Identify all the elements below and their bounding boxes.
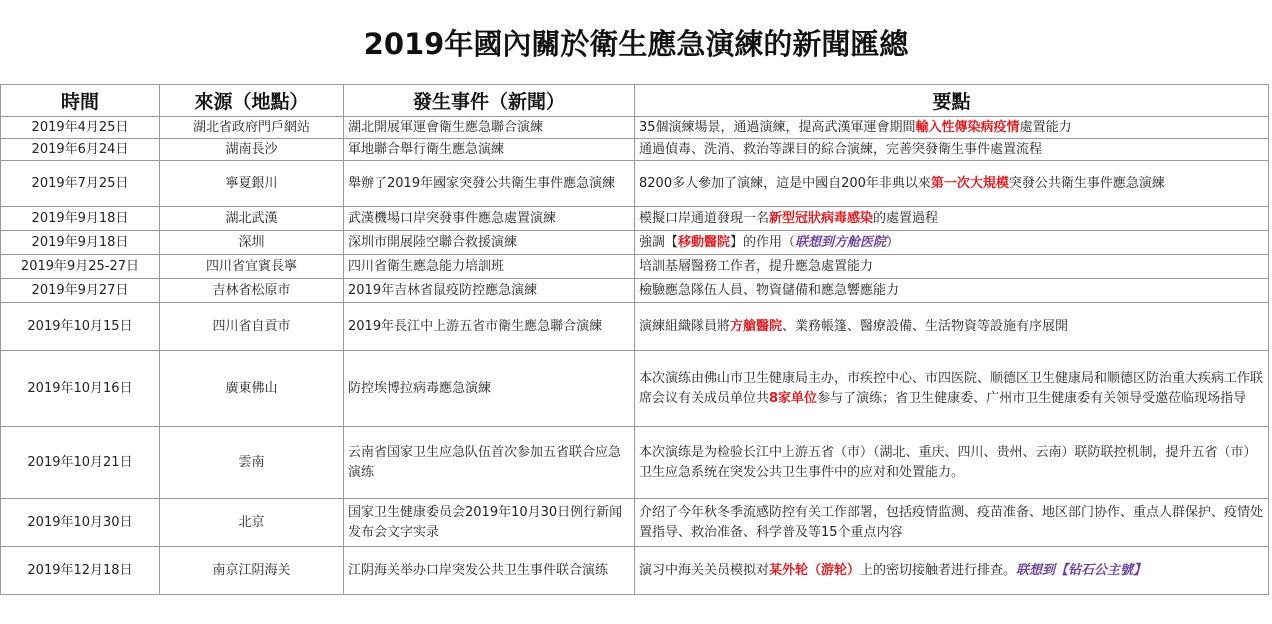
point-text: 本次演练由佛山市卫生健康局主办，市疾控中心、市四医院、顺德区卫生健康局和顺德区防治重大疾病工作联席会议有关成员单位共 [639, 370, 1264, 406]
header-source: 來源（地點） [160, 85, 344, 117]
row-event: 防控埃博拉病毒應急演練 [344, 351, 635, 427]
annotation-text: 联想到方舱医院 [795, 234, 887, 250]
point-text: 培訓基層醫務工作者，提升應急處置能力 [639, 258, 874, 274]
row-event: 国家卫生健康委员会2019年10月30日例行新闻发布会文字实录 [344, 499, 635, 547]
row-source: 雲南 [160, 427, 344, 499]
row-event: 2019年吉林省鼠疫防控應急演練 [344, 279, 635, 303]
point-text: 35個演練場景，通過演練，提高武漢軍運會期間 [639, 119, 916, 135]
row-points [635, 303, 1269, 351]
row-points [635, 351, 1269, 427]
row-date: 2019年10月15日 [1, 303, 160, 351]
row-points [635, 279, 1269, 303]
row-points [635, 207, 1269, 231]
row-points [635, 161, 1269, 207]
row-date: 2019年10月16日 [1, 351, 160, 427]
row-date: 2019年9月25-27日 [1, 255, 160, 279]
point-text: 演練組織隊員將 [639, 318, 731, 334]
highlight-text: 輸入性傳染病疫情 [915, 119, 1020, 135]
point-text: 】的作用（ [730, 234, 796, 250]
row-event: 深圳市開展陸空聯合救援演練 [344, 231, 635, 255]
row-date: 2019年4月25日 [1, 117, 160, 139]
table-header-row [1, 85, 1269, 117]
point-text: 強調【 [639, 234, 679, 250]
row-date: 2019年10月30日 [1, 499, 160, 547]
point-text: 模擬口岸通道發現一名 [639, 210, 770, 226]
point-text: 8200多人參加了演練，這是中國自200年非典以來 [639, 175, 931, 191]
row-event: 江阴海关举办口岸突发公共卫生事件联合演练 [344, 547, 635, 595]
row-points [635, 427, 1269, 499]
point-text: 處置能力 [1019, 119, 1072, 135]
annotation-text: 联想到【钻石公主號】 [1016, 562, 1147, 578]
table-row [1, 547, 1269, 595]
highlight-text: 某外轮（游轮） [769, 562, 861, 578]
row-date: 2019年10月21日 [1, 427, 160, 499]
row-source: 深圳 [160, 231, 344, 255]
point-text: 的處置過程 [873, 210, 939, 226]
table-row [1, 351, 1269, 427]
row-event: 軍地聯合舉行衛生應急演練 [344, 139, 635, 161]
table-row [1, 499, 1269, 547]
row-date: 2019年6月24日 [1, 139, 160, 161]
row-source: 四川省宜賓長寧 [160, 255, 344, 279]
table-row [1, 279, 1269, 303]
row-date: 2019年9月18日 [1, 207, 160, 231]
page-title: 2019年國內關於衛生應急演練的新聞匯總 [363, 26, 909, 61]
table-row [1, 139, 1269, 161]
row-event: 四川省衛生應急能力培訓班 [344, 255, 635, 279]
point-text: 通過偵毒、洗消、救治等課目的綜合演練，完善突發衛生事件處置流程 [639, 141, 1043, 157]
row-points [635, 117, 1269, 139]
row-points [635, 139, 1269, 161]
row-points [635, 547, 1269, 595]
point-text: 檢驗應急隊伍人員、物資儲備和應急響應能力 [639, 282, 900, 298]
row-source: 湖北省政府門戶網站 [160, 117, 344, 139]
point-text: 突發公共衛生事件應急演練 [1008, 175, 1165, 191]
table-row [1, 255, 1269, 279]
highlight-text: 第一次大規模 [930, 175, 1009, 191]
row-source: 北京 [160, 499, 344, 547]
table-row [1, 161, 1269, 207]
row-source: 吉林省松原市 [160, 279, 344, 303]
row-event: 2019年長江中上游五省市衛生應急聯合演練 [344, 303, 635, 351]
header-points: 要點 [635, 85, 1269, 117]
highlight-text: 新型冠狀病毒感染 [769, 210, 874, 226]
row-event: 湖北開展軍運會衛生應急聯合演練 [344, 117, 635, 139]
point-text: 参与了演练；省卫生健康委、广州市卫生健康委有关领导受邀莅临现场指导 [817, 390, 1247, 406]
point-text: ） [886, 234, 900, 250]
row-source: 南京江阴海关 [160, 547, 344, 595]
point-text: 本次演练是为检验长江中上游五省（市）（湖北、重庆、四川、贵州、云南）联防联控机制，提升五省（市）卫生应急系统在突发公共卫生事件中的应对和处置能力。 [639, 444, 1257, 480]
table-row [1, 117, 1269, 139]
header-event: 發生事件（新聞） [344, 85, 635, 117]
row-date: 2019年12月18日 [1, 547, 160, 595]
table-row [1, 231, 1269, 255]
row-points [635, 255, 1269, 279]
table-row [1, 207, 1269, 231]
row-date: 2019年9月27日 [1, 279, 160, 303]
point-text: 、業務帳篷、醫療設備、生活物資等設施有序展開 [782, 318, 1069, 334]
point-text: 介绍了今年秋冬季流感防控有关工作部署，包括疫情监测、疫苗准备、地区部门协作、重点人群保护、疫情处置指导、救治准备、科学普及等15个重点内容 [639, 504, 1264, 540]
table-row [1, 303, 1269, 351]
point-text: 上的密切接触者进行排查。 [860, 562, 1017, 578]
row-source: 湖南長沙 [160, 139, 344, 161]
row-points [635, 231, 1269, 255]
row-source: 廣東佛山 [160, 351, 344, 427]
row-points [635, 499, 1269, 547]
header-date: 時間 [1, 85, 160, 117]
row-event: 舉辦了2019年國家突發公共衛生事件應急演練 [344, 161, 635, 207]
row-event: 武漢機場口岸突發事件應急處置演練 [344, 207, 635, 231]
row-source: 湖北武漢 [160, 207, 344, 231]
point-text: 演习中海关关员模拟对 [639, 562, 770, 578]
news-table [0, 84, 1269, 595]
row-date: 2019年9月18日 [1, 231, 160, 255]
highlight-text: 移動醫院 [678, 234, 731, 250]
row-source: 寧夏銀川 [160, 161, 344, 207]
table-row [1, 427, 1269, 499]
row-source: 四川省自貢市 [160, 303, 344, 351]
highlight-text: 方艙醫院 [730, 318, 783, 334]
row-date: 2019年7月25日 [1, 161, 160, 207]
highlight-text: 8家单位 [769, 390, 818, 406]
row-event: 云南省国家卫生应急队伍首次参加五省联合应急演练 [344, 427, 635, 499]
